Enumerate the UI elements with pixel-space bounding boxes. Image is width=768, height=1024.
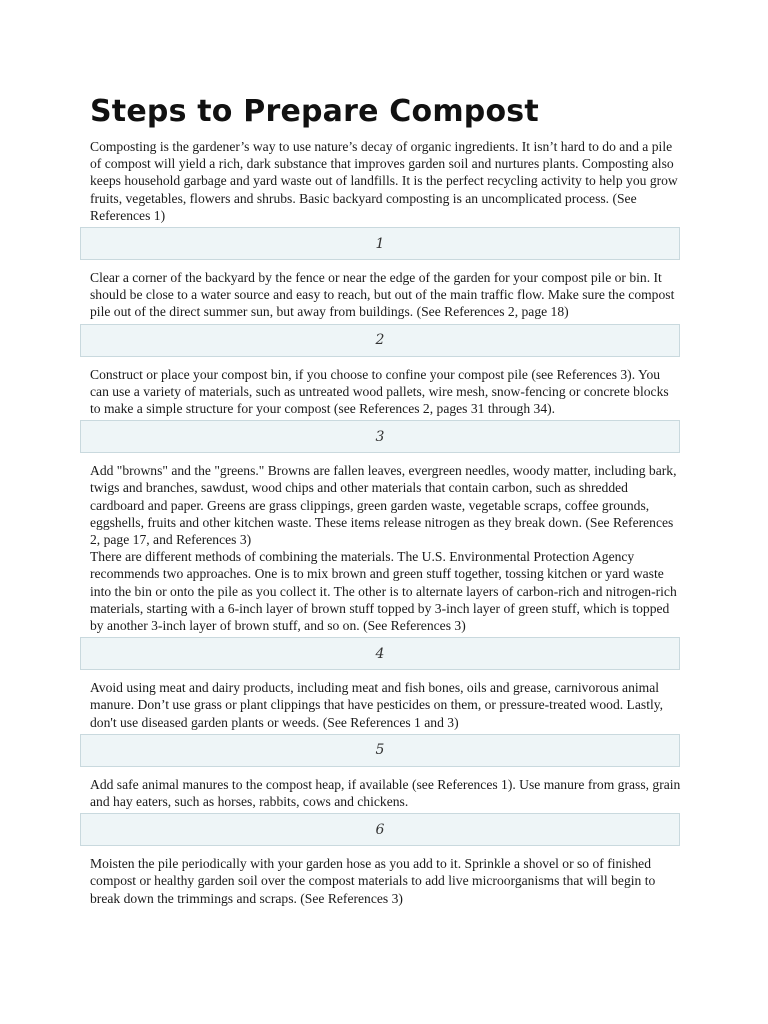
step-3-text-continued: There are different methods of combining the materials. The U.S. Environmental Protection Agency recommends two approaches. One is to mix brown and green stuff together, tossing kitchen or yard waste into the bin or onto the pile as you collect it. The other is to alternate layers of carbon-rich and nitrogen-rich materials, starting with a 6-inch layer of brown stuff topped by 3-inch layer of green stuff, which is topped by another 3-inch layer of brown stuff, and so on. (See References 3) (90, 549, 677, 634)
step-number-box-5 (80, 734, 680, 767)
step-1-text: Clear a corner of the backyard by the fence or near the edge of the garden for your compost pile or bin. It should be close to a water source and easy to reach, but out of the main traffic flow. Make sure the compost pile out of the direct summer sun, but away from buildings. (See References 2, page 18) (90, 270, 675, 320)
intro-paragraph: Composting is the gardener’s way to use nature’s decay of organic ingredients. It isn’t hard to do and a pile of compost will yield a rich, dark substance that improves garden soil and nurtures plants. Composting also keeps household garbage and yard waste out of landfills. It is the perfect recycling activity to help you grow fruits, vegetables, flowers and shrubs. Basic backyard composting is an uncomplicated process. (See References 1) (90, 139, 678, 223)
step-number-box-3 (80, 420, 680, 453)
step-3-text: Add "browns" and the "greens." Browns are fallen leaves, evergreen needles, woody matter, including bark, twigs and branches, sawdust, wood chips and other materials that contain carbon, such as shredded cardboard and paper. Greens are grass clippings, green garden waste, vegetable scraps, coffee grounds, eggshells, fruits and other kitchen waste. These items release nitrogen as they break down. (See References 2, page 17, and References 3) (90, 463, 677, 548)
step-4-text: Avoid using meat and dairy products, including meat and fish bones, oils and grease, carnivorous animal manure. Don’t use grass or plant clippings that have pesticides on them, or pressure-treated wood. Lastly, don't use diseased garden plants or weeds. (See References 1 and 3) (90, 680, 664, 730)
step-5-text: Add safe animal manures to the compost heap, if available (see References 1). Use manure from grass, grain and hay eaters, such as horses, rabbits, cows and chickens. (90, 776, 681, 810)
step-2-text: Construct or place your compost bin, if you choose to confine your compost pile (see References 3). You can use a variety of materials, such as untreated wood pallets, wire mesh, snow-fencing or concrete blocks to make a simple structure for your compost (see References 2, pages 31 through 34). (90, 366, 669, 417)
step-number: 1 (375, 235, 385, 252)
step-6-text: Moisten the pile periodically with your garden hose as you add to it. Sprinkle a shovel or so of finished compost or healthy garden soil over the compost materials to add live microorganisms that will begin to break down the trimmings and scraps. (See References 3) (90, 856, 656, 906)
step-number: 3 (375, 428, 385, 445)
step-number: 5 (375, 742, 385, 759)
step-number-box-4 (80, 637, 680, 670)
step-number-box-6 (80, 813, 680, 846)
step-number: 2 (375, 332, 385, 349)
step-number-box-1 (80, 227, 680, 260)
step-number-box-2 (80, 324, 680, 357)
page-title: Steps to Prepare Compost (90, 94, 539, 129)
document-page (90, 92, 682, 907)
step-number: 4 (375, 645, 385, 662)
step-number: 6 (375, 821, 385, 838)
